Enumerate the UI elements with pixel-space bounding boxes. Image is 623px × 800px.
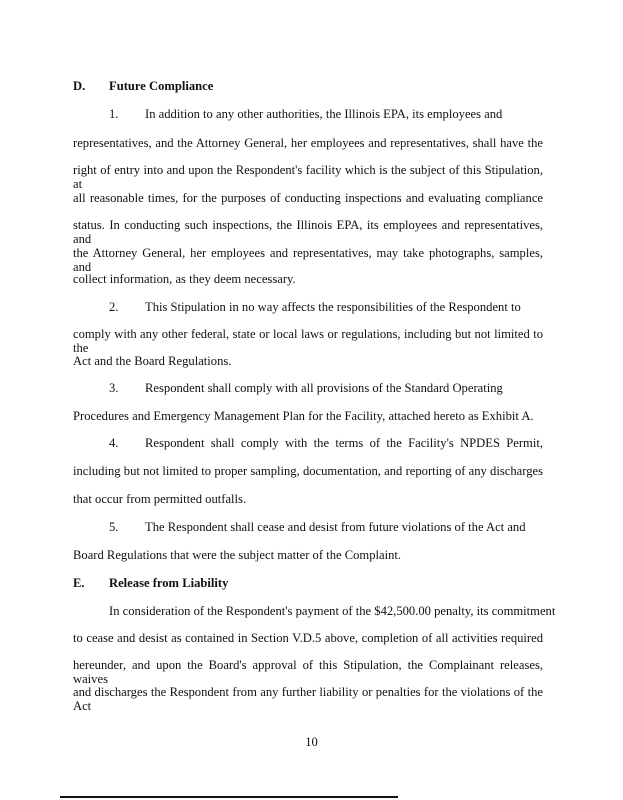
page-number: 10 (305, 735, 318, 749)
paragraph-line: status. In conducting such inspections, the Illinois EPA, its employees and representatives, and (73, 218, 543, 246)
section-e-heading (73, 576, 543, 590)
item-number: 3. (109, 381, 119, 395)
paragraph-line: and discharges the Respondent from any further liability or penalties for the violations of the Act (73, 685, 543, 713)
paragraph-line: The Respondent shall cease and desist from future violations of the Act and (145, 520, 526, 534)
paragraph-line: Respondent shall comply with the terms of the Facility's NPDES Permit, (145, 436, 543, 450)
paragraph-line: the Attorney General, her employees and representatives, may take photographs, samples, and (73, 246, 543, 274)
paragraph-line: to cease and desist as contained in Section V.D.5 above, completion of all activities required (73, 631, 543, 645)
paragraph-line: Board Regulations that were the subject matter of the Complaint. (73, 548, 402, 562)
paragraph-line: This Stipulation in no way affects the responsibilities of the Respondent to (145, 300, 521, 314)
item-number: 5. (109, 520, 119, 534)
item-number: 2. (109, 300, 119, 314)
paragraph-line: all reasonable times, for the purposes of conducting inspections and evaluating compliance (73, 191, 543, 205)
section-title: Future Compliance (109, 79, 214, 93)
section-letter: D. (73, 79, 86, 93)
paragraph-line: representatives, and the Attorney General, her employees and representatives, shall have the (73, 136, 543, 150)
paragraph-line: In addition to any other authorities, the Illinois EPA, its employees and (145, 107, 503, 121)
paragraph-line: Procedures and Emergency Management Plan for the Facility, attached hereto as Exhibit A. (73, 409, 534, 423)
paragraph-line: Respondent shall comply with all provisions of the Standard Operating (145, 381, 503, 395)
section-letter: E. (73, 576, 85, 590)
scan-edge-line (60, 796, 398, 798)
item-number: 1. (109, 107, 119, 121)
paragraph-line: including but not limited to proper sampling, documentation, and reporting of any discharges (73, 464, 543, 478)
item-number: 4. (109, 436, 119, 450)
section-d-heading (73, 79, 543, 93)
paragraph-line: In consideration of the Respondent's payment of the $42,500.00 penalty, its commitment (109, 604, 556, 618)
paragraph-line: that occur from permitted outfalls. (73, 492, 247, 506)
section-title: Release from Liability (109, 576, 229, 590)
paragraph-line: right of entry into and upon the Respondent's facility which is the subject of this Stipulation, at (73, 163, 543, 191)
paragraph-line: Act and the Board Regulations. (73, 354, 232, 368)
paragraph-line: comply with any other federal, state or local laws or regulations, including but not limited to the (73, 327, 543, 355)
paragraph-line: hereunder, and upon the Board's approval of this Stipulation, the Complainant releases, waives (73, 658, 543, 686)
paragraph-line: collect information, as they deem necessary. (73, 272, 296, 286)
